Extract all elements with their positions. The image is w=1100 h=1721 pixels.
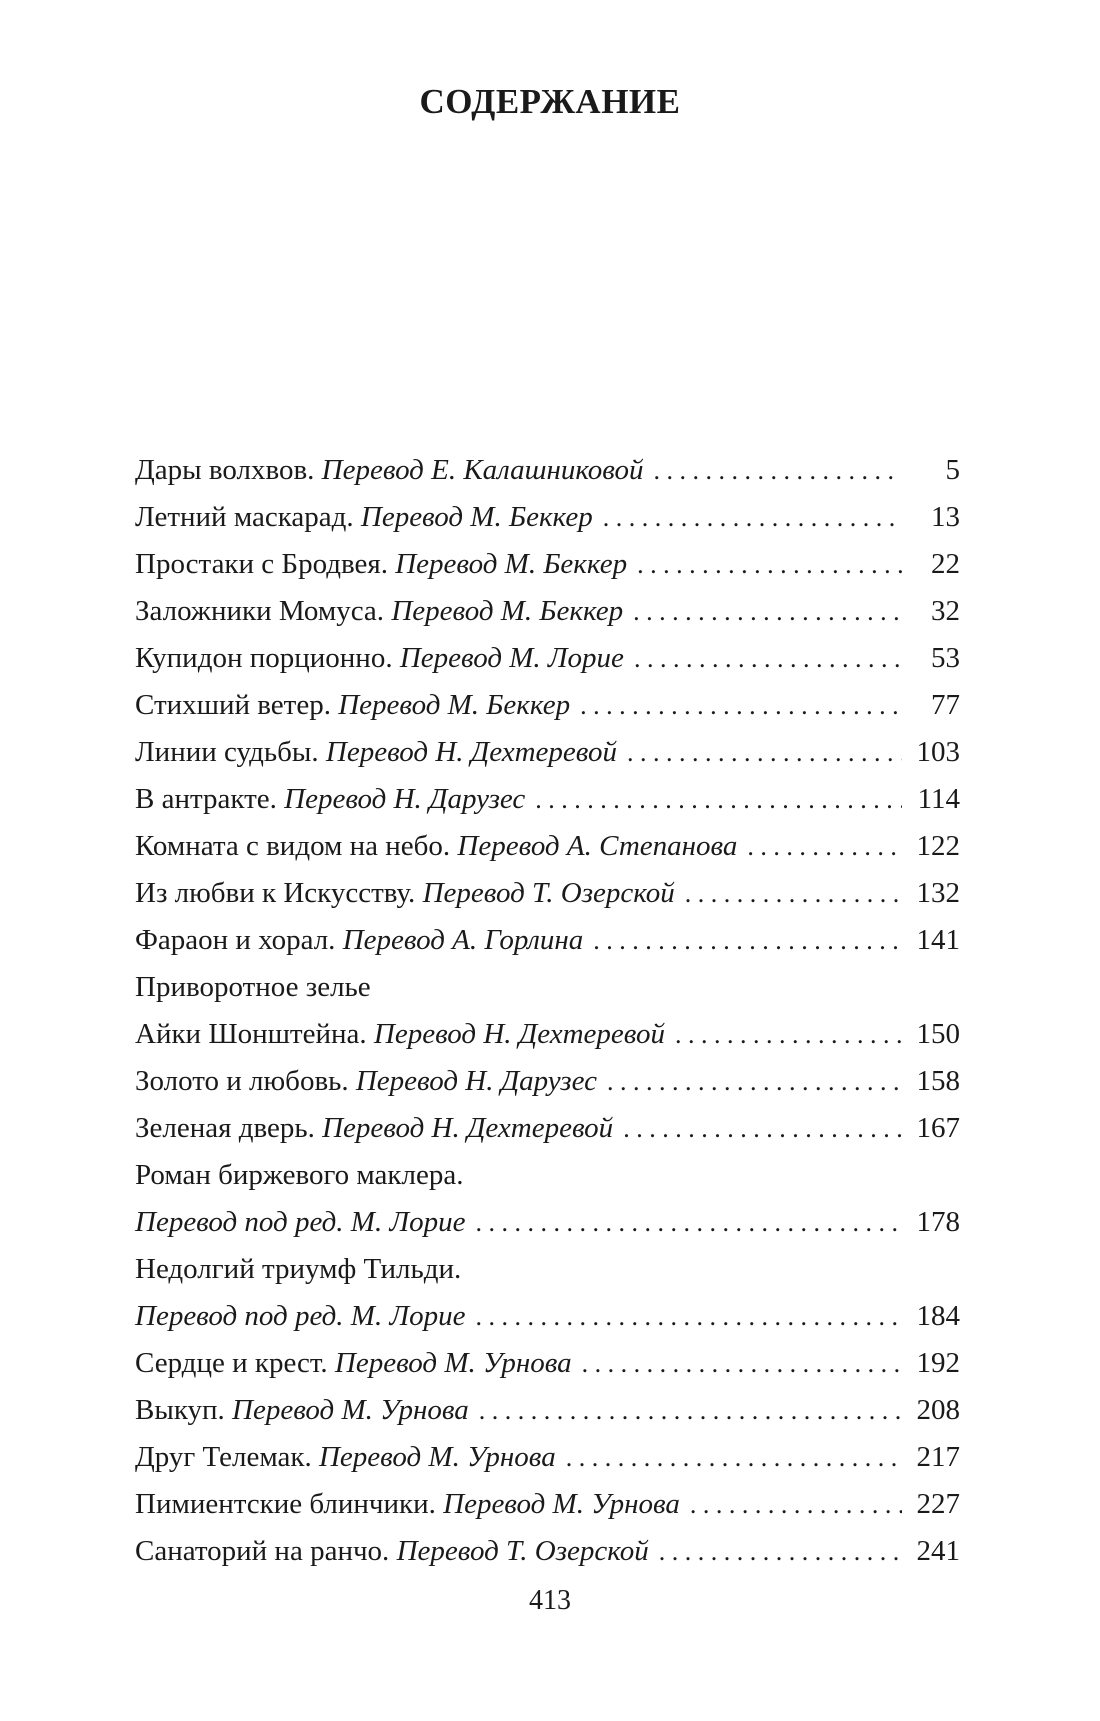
toc-entry-page: 103: [916, 736, 960, 768]
toc-entry-line: [135, 546, 960, 582]
toc-entry-title: Заложники Момуса.: [135, 595, 385, 627]
toc-entry-page: 192: [916, 1347, 960, 1379]
toc-entry-page: 217: [916, 1441, 960, 1473]
toc-entry[interactable]: [135, 1063, 960, 1099]
dot-leader: [634, 641, 902, 677]
toc-entry-translator: Перевод Н. Дехтеревой: [322, 1112, 614, 1144]
toc-entry-translator: Перевод А. Степанова: [457, 830, 738, 862]
toc-entry-line: [135, 781, 960, 817]
toc-entry-line: [135, 1345, 960, 1381]
toc-entry-text: [135, 452, 644, 488]
toc-entry-translator: Перевод под ред. М. Лорие: [135, 1300, 466, 1332]
dot-leader: [475, 1299, 902, 1335]
dot-leader: [627, 735, 902, 771]
toc-entry-title: Золото и любовь.: [135, 1065, 349, 1097]
dot-leader: [633, 594, 902, 630]
toc-entry[interactable]: [135, 499, 960, 535]
toc-entry-text: [135, 1298, 465, 1334]
dot-leader: [582, 1346, 902, 1382]
toc-entry-line: [135, 452, 960, 488]
toc-entry-line: [135, 1533, 960, 1569]
toc-entry-text: [135, 687, 570, 723]
toc-entry-line: [135, 1298, 960, 1334]
toc-entry-title: Дары волхвов.: [135, 454, 315, 486]
toc-entry-text: [135, 875, 675, 911]
page-title: СОДЕРЖАНИЕ: [419, 82, 681, 121]
toc-entry-title: Летний маскарад.: [135, 501, 354, 533]
toc-entry-page: 184: [916, 1300, 960, 1332]
toc-entry-line: [135, 1439, 960, 1475]
toc-entry-translator: Перевод Н. Дарузес: [284, 783, 526, 815]
toc-entry-title: Айки Шонштейна.: [135, 1018, 367, 1050]
toc-entry[interactable]: [135, 1157, 960, 1240]
toc-entry-translator: Перевод Т. Озерской: [396, 1535, 649, 1567]
toc-entry-line: [135, 1063, 960, 1099]
toc-entry-page: 178: [916, 1206, 960, 1238]
toc-entry-translator: Перевод М. Беккер: [395, 548, 628, 580]
dot-leader: [603, 500, 902, 536]
toc-entry-page: 53: [931, 642, 960, 674]
toc-entry-title: В антракте.: [135, 783, 277, 815]
toc-entry-translator: Перевод М. Урнова: [232, 1394, 469, 1426]
toc-entry-text: [135, 1439, 556, 1475]
table-of-contents: [135, 452, 960, 1580]
page-number: 413: [529, 1585, 571, 1616]
toc-entry-title: Выкуп.: [135, 1394, 225, 1426]
toc-entry[interactable]: [135, 1251, 960, 1334]
toc-entry[interactable]: [135, 1533, 960, 1569]
dot-leader: [623, 1111, 902, 1147]
dot-leader: [479, 1393, 902, 1429]
toc-entry-line: [135, 734, 960, 770]
toc-entry-title: Простаки с Бродвея.: [135, 548, 388, 580]
toc-entry-line: [135, 922, 960, 958]
toc-entry-title: Стихший ветер.: [135, 689, 331, 721]
toc-entry-title: Фараон и хорал.: [135, 924, 336, 956]
toc-entry-translator: Перевод Н. Дехтеревой: [325, 736, 617, 768]
toc-entry-page: 122: [916, 830, 960, 862]
toc-entry-line: [135, 640, 960, 676]
dot-leader: [593, 923, 902, 959]
toc-entry-translator: Перевод под ред. М. Лорие: [135, 1206, 466, 1238]
toc-entry-page: 13: [931, 501, 960, 533]
toc-entry-line: [135, 875, 960, 911]
toc-entry-title: Зеленая дверь.: [135, 1112, 315, 1144]
toc-entry-translator: Перевод М. Урнова: [318, 1441, 556, 1473]
toc-entry-line: [135, 828, 960, 864]
toc-entry-title: Линии судьбы.: [135, 736, 319, 768]
toc-entry[interactable]: [135, 969, 960, 1052]
toc-entry-translator: Перевод М. Лорие: [399, 642, 624, 674]
dot-leader: [566, 1440, 902, 1476]
toc-entry-translator: Перевод А. Горлина: [342, 924, 584, 956]
toc-entry-title: Комната с видом на небо.: [135, 830, 451, 862]
toc-entry-page: 167: [916, 1112, 960, 1144]
toc-entry-text: [135, 922, 583, 958]
toc-entry[interactable]: [135, 1486, 960, 1522]
toc-entry-title-line1: Роман биржевого маклера.: [135, 1159, 464, 1191]
dot-leader: [685, 876, 902, 912]
toc-entry-translator: Перевод М. Урнова: [334, 1347, 572, 1379]
toc-entry-line: [135, 499, 960, 535]
toc-entry[interactable]: [135, 1345, 960, 1381]
toc-entry-line: [135, 1486, 960, 1522]
toc-entry-line: [135, 1016, 960, 1052]
dot-leader: [637, 547, 902, 583]
toc-entry-text: [135, 546, 627, 582]
toc-entry-text: [135, 1016, 665, 1052]
toc-entry-page: 158: [916, 1065, 960, 1097]
toc-entry-translator: Перевод М. Беккер: [338, 689, 571, 721]
toc-entry-text: [135, 499, 593, 535]
toc-entry-title: Из любви к Искусству.: [135, 877, 416, 909]
dot-leader: [475, 1205, 902, 1241]
dot-leader: [580, 688, 902, 724]
toc-entry-page: 141: [916, 924, 960, 956]
toc-entry-text: [135, 1063, 597, 1099]
toc-entry-text: [135, 781, 525, 817]
toc-entry-line: [135, 1392, 960, 1428]
toc-entry-text: [135, 734, 617, 770]
toc-entry-text: [135, 640, 624, 676]
toc-entry-text: [135, 593, 623, 629]
toc-entry-page: 77: [931, 689, 960, 721]
toc-entry-title: Купидон порционно.: [135, 642, 393, 674]
toc-entry-page: 5: [945, 454, 960, 486]
toc-entry-title-line1: Недолгий триумф Тильди.: [135, 1253, 462, 1285]
toc-entry[interactable]: [135, 1392, 960, 1428]
toc-entry[interactable]: [135, 1439, 960, 1475]
toc-entry-line: [135, 1110, 960, 1146]
toc-entry-page: 241: [916, 1535, 960, 1567]
toc-entry[interactable]: [135, 1110, 960, 1146]
toc-entry-text: [135, 1204, 465, 1240]
dot-leader: [535, 782, 902, 818]
toc-entry-page: 150: [916, 1018, 960, 1050]
toc-entry-page: 32: [931, 595, 960, 627]
toc-entry[interactable]: [135, 781, 960, 817]
toc-entry-title: Санаторий на ранчо.: [135, 1535, 390, 1567]
dot-leader: [690, 1487, 902, 1523]
dot-leader: [747, 829, 902, 865]
toc-entry-translator: Перевод Е. Калашниковой: [321, 454, 644, 486]
toc-entry[interactable]: [135, 828, 960, 864]
toc-entry-title: Друг Телемак.: [135, 1441, 312, 1473]
dot-leader: [607, 1064, 902, 1100]
toc-entry-page: 208: [916, 1394, 960, 1426]
toc-entry-translator: Перевод М. Беккер: [391, 595, 624, 627]
toc-entry-page: 114: [917, 783, 960, 815]
toc-entry-text: [135, 828, 737, 864]
toc-entry-translator: Перевод Т. Озерской: [422, 877, 675, 909]
toc-entry-line: [135, 1204, 960, 1240]
toc-entry-title: Пимиентские блинчики.: [135, 1488, 436, 1520]
toc-entry-line: [135, 687, 960, 723]
toc-entry-text: [135, 1345, 572, 1381]
toc-entry[interactable]: [135, 875, 960, 911]
toc-entry[interactable]: [135, 734, 960, 770]
toc-entry[interactable]: [135, 546, 960, 582]
toc-entry-text: [135, 1486, 680, 1522]
toc-entry-text: [135, 1110, 613, 1146]
toc-entry-text: [135, 1392, 469, 1428]
toc-entry-line: [135, 593, 960, 629]
toc-entry-translator: Перевод М. Беккер: [360, 501, 593, 533]
toc-entry[interactable]: [135, 922, 960, 958]
toc-entry-page: 227: [916, 1488, 960, 1520]
toc-entry[interactable]: [135, 687, 960, 723]
dot-leader: [675, 1017, 902, 1053]
toc-entry-title-line1: Приворотное зелье: [135, 971, 371, 1003]
dot-leader: [654, 453, 902, 489]
dot-leader: [659, 1534, 902, 1570]
toc-entry[interactable]: [135, 593, 960, 629]
toc-entry-page: 22: [931, 548, 960, 580]
toc-entry-translator: Перевод М. Урнова: [443, 1488, 680, 1520]
toc-entry[interactable]: [135, 640, 960, 676]
toc-entry-text: [135, 1533, 649, 1569]
toc-entry-page: 132: [916, 877, 960, 909]
toc-entry-translator: Перевод Н. Дехтеревой: [373, 1018, 665, 1050]
toc-entry-title: Сердце и крест.: [135, 1347, 328, 1379]
toc-entry[interactable]: [135, 452, 960, 488]
toc-entry-translator: Перевод Н. Дарузес: [355, 1065, 597, 1097]
